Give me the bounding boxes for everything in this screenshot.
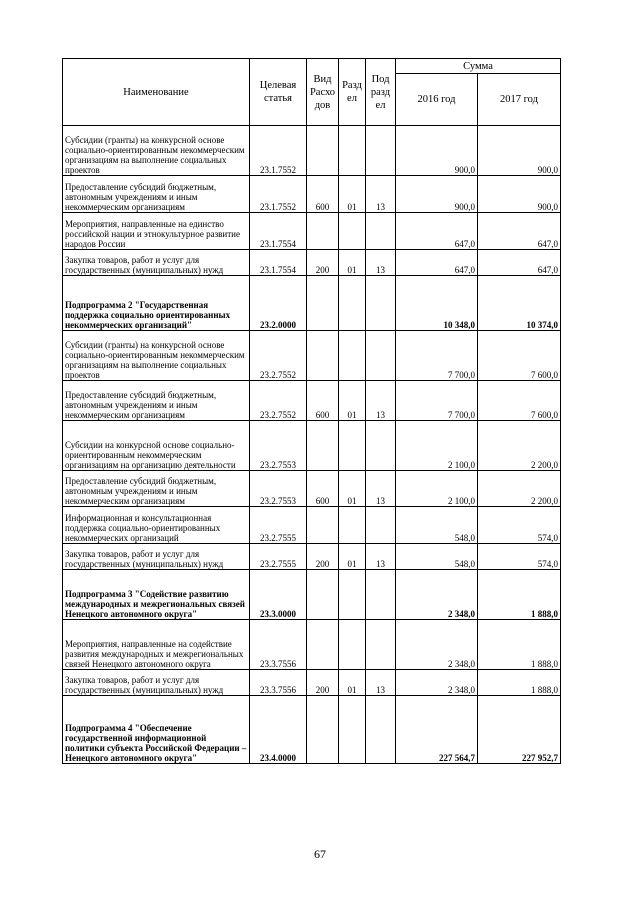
row-sum-2017: 1 888,0: [478, 620, 561, 670]
header-expense-type: Вид Расхо дов: [307, 59, 339, 126]
row-section: [339, 276, 366, 331]
row-sum-2017: 1 888,0: [478, 570, 561, 620]
row-subsection: [366, 126, 396, 176]
row-subsection: 13: [366, 250, 396, 276]
table-row: [63, 250, 561, 276]
row-article: 23.1.7554: [250, 213, 307, 250]
row-article: 23.2.7555: [250, 507, 307, 544]
row-expense-type: 600: [307, 176, 339, 213]
row-sum-2016: 227 564,7: [396, 696, 478, 764]
row-subsection: [366, 570, 396, 620]
row-sum-2016: 647,0: [396, 213, 478, 250]
row-name: Закупка товаров, работ и услуг для государственных (муниципальных) нужд: [63, 670, 250, 696]
header-2017: 2017 год: [478, 74, 561, 126]
header-section: Разд ел: [339, 59, 366, 126]
row-name: Информационная и консультационная поддержка социально-ориентированных некоммерческих организаций: [63, 507, 250, 544]
row-sum-2016: 7 700,0: [396, 381, 478, 421]
header-sum: Сумма: [396, 59, 561, 74]
row-section: [339, 696, 366, 764]
row-section: [339, 421, 366, 471]
row-sum-2017: 900,0: [478, 176, 561, 213]
row-name: Закупка товаров, работ и услуг для государственных (муниципальных) нужд: [63, 544, 250, 570]
row-sum-2017: 7 600,0: [478, 381, 561, 421]
row-expense-type: [307, 620, 339, 670]
row-subsection: [366, 620, 396, 670]
row-sum-2016: 10 348,0: [396, 276, 478, 331]
row-section: [339, 213, 366, 250]
row-expense-type: 600: [307, 471, 339, 507]
row-sum-2016: 2 348,0: [396, 670, 478, 696]
row-subsection: 13: [366, 471, 396, 507]
row-subsection: [366, 213, 396, 250]
row-sum-2017: 2 200,0: [478, 421, 561, 471]
row-sum-2016: 647,0: [396, 250, 478, 276]
row-section: [339, 620, 366, 670]
header-name: Наименование: [63, 59, 250, 126]
row-article: 23.3.7556: [250, 670, 307, 696]
row-article: 23.2.7552: [250, 331, 307, 381]
table-row: [63, 471, 561, 507]
row-sum-2016: 2 100,0: [396, 471, 478, 507]
row-name: Субсидии на конкурсной основе социально-ориентированным некоммерческим организациям на организацию деятельности: [63, 421, 250, 471]
row-section: [339, 570, 366, 620]
row-name: Мероприятия, направленные на содействие развития международных и межрегиональных связей Ненецкого автономного округа: [63, 620, 250, 670]
table-row: [63, 570, 561, 620]
row-name: Предоставление субсидий бюджетным, автономным учреждениям и иным некоммерческим организациям: [63, 176, 250, 213]
table-row: [63, 620, 561, 670]
row-article: 23.2.7553: [250, 421, 307, 471]
row-sum-2016: 548,0: [396, 507, 478, 544]
row-expense-type: [307, 213, 339, 250]
table-row: [63, 331, 561, 381]
row-sum-2016: 7 700,0: [396, 331, 478, 381]
table-row: [63, 381, 561, 421]
row-expense-type: 200: [307, 544, 339, 570]
row-sum-2017: 900,0: [478, 126, 561, 176]
row-name: Предоставление субсидий бюджетным, автономным учреждениям и иным некоммерческим организациям: [63, 381, 250, 421]
table-row: [63, 544, 561, 570]
row-sum-2017: 7 600,0: [478, 331, 561, 381]
table-row: [63, 696, 561, 764]
row-expense-type: 200: [307, 670, 339, 696]
row-subsection: [366, 276, 396, 331]
table-row: [63, 421, 561, 471]
row-sum-2017: 574,0: [478, 507, 561, 544]
row-section: 01: [339, 176, 366, 213]
row-section: 01: [339, 250, 366, 276]
row-section: 01: [339, 381, 366, 421]
row-subsection: 13: [366, 544, 396, 570]
row-subsection: 13: [366, 381, 396, 421]
row-article: 23.3.7556: [250, 620, 307, 670]
row-name: Подпрограмма 2 "Государственная поддержка социально ориентированных некоммерческих организаций": [63, 276, 250, 331]
row-name: Подпрограмма 4 "Обеспечение государственной информационной политики субъекта Российской Федерации – Ненецкого автономного округа": [63, 696, 250, 764]
row-article: 23.2.7552: [250, 381, 307, 421]
row-sum-2017: 10 374,0: [478, 276, 561, 331]
row-sum-2017: 647,0: [478, 250, 561, 276]
row-article: 23.2.0000: [250, 276, 307, 331]
row-sum-2017: 574,0: [478, 544, 561, 570]
row-expense-type: [307, 276, 339, 331]
header-article: Целевая статья: [250, 59, 307, 126]
page-number: 67: [314, 847, 326, 861]
row-sum-2016: 2 348,0: [396, 570, 478, 620]
row-expense-type: 200: [307, 250, 339, 276]
row-name: Закупка товаров, работ и услуг для государственных (муниципальных) нужд: [63, 250, 250, 276]
row-sum-2016: 548,0: [396, 544, 478, 570]
row-sum-2016: 900,0: [396, 176, 478, 213]
row-name: Мероприятия, направленные на единство российской нации и этнокультурное развитие народов России: [63, 213, 250, 250]
row-subsection: 13: [366, 176, 396, 213]
row-subsection: [366, 507, 396, 544]
row-section: [339, 507, 366, 544]
table-row: [63, 126, 561, 176]
row-sum-2016: 2 348,0: [396, 620, 478, 670]
row-section: 01: [339, 544, 366, 570]
budget-table: [62, 58, 561, 764]
table-row: [63, 213, 561, 250]
row-subsection: [366, 421, 396, 471]
row-section: 01: [339, 471, 366, 507]
row-name: Предоставление субсидий бюджетным, автономным учреждениям и иным некоммерческим организациям: [63, 471, 250, 507]
row-subsection: [366, 696, 396, 764]
row-sum-2017: 1 888,0: [478, 670, 561, 696]
row-article: 23.3.0000: [250, 570, 307, 620]
row-expense-type: [307, 570, 339, 620]
table-row: [63, 276, 561, 331]
row-sum-2016: 2 100,0: [396, 421, 478, 471]
row-sum-2017: 227 952,7: [478, 696, 561, 764]
table-row: [63, 507, 561, 544]
row-expense-type: [307, 421, 339, 471]
row-expense-type: [307, 126, 339, 176]
row-section: [339, 126, 366, 176]
row-section: 01: [339, 670, 366, 696]
row-name: Подпрограмма 3 "Содействие развитию международных и межрегиональных связей Ненецкого автономного округа": [63, 570, 250, 620]
row-article: 23.1.7552: [250, 126, 307, 176]
header-2016: 2016 год: [396, 74, 478, 126]
row-expense-type: 600: [307, 381, 339, 421]
row-article: 23.1.7552: [250, 176, 307, 213]
row-expense-type: [307, 696, 339, 764]
table-row: [63, 670, 561, 696]
row-sum-2016: 900,0: [396, 126, 478, 176]
row-subsection: 13: [366, 670, 396, 696]
row-expense-type: [307, 507, 339, 544]
row-section: [339, 331, 366, 381]
row-name: Субсидии (гранты) на конкурсной основе социально-ориентированным некоммерческим организациям на выполнение социальных проектов: [63, 126, 250, 176]
row-sum-2017: 2 200,0: [478, 471, 561, 507]
row-subsection: [366, 331, 396, 381]
row-name: Субсидии (гранты) на конкурсной основе социально-ориентированным некоммерческим организациям на выполнение социальных проектов: [63, 331, 250, 381]
row-article: 23.1.7554: [250, 250, 307, 276]
row-expense-type: [307, 331, 339, 381]
row-sum-2017: 647,0: [478, 213, 561, 250]
row-article: 23.2.7555: [250, 544, 307, 570]
row-article: 23.2.7553: [250, 471, 307, 507]
row-article: 23.4.0000: [250, 696, 307, 764]
header-subsection: Под разд ел: [366, 59, 396, 126]
table-row: [63, 176, 561, 213]
